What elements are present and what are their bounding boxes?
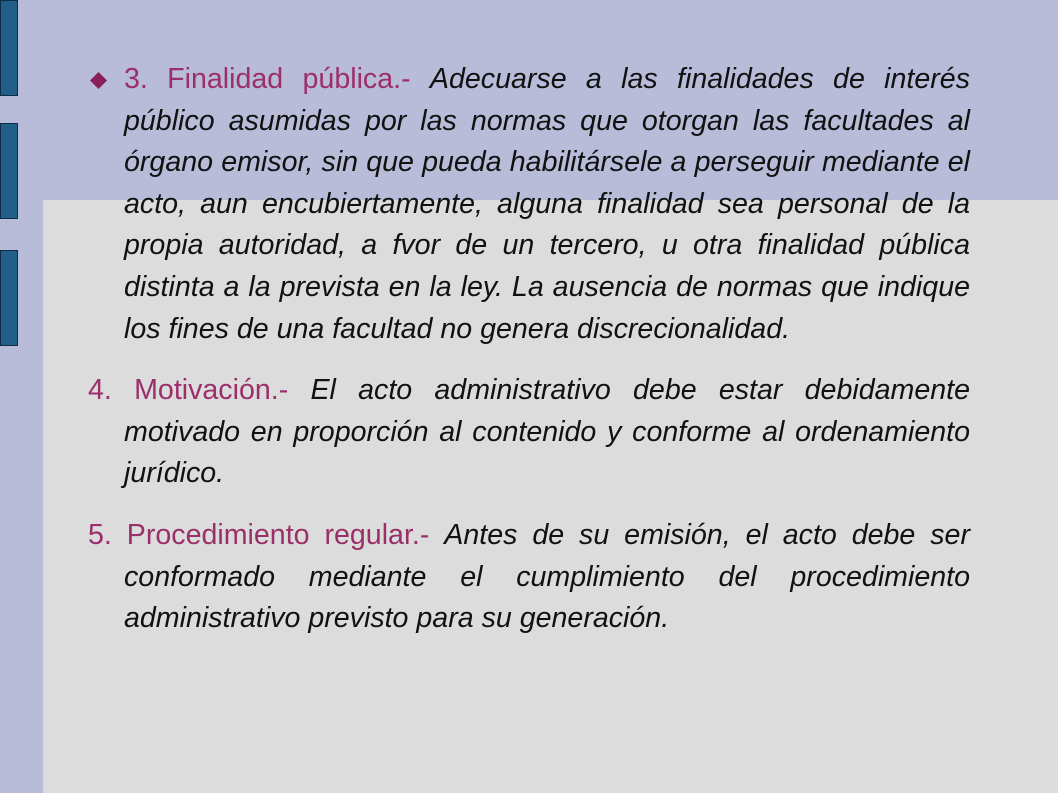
- item-title: 3. Finalidad pública.-: [124, 63, 411, 95]
- list-item-motivacion: [88, 370, 970, 495]
- item-number: 4.: [88, 374, 112, 407]
- side-decoration-bar: [0, 250, 18, 346]
- item-title: Procedimiento regular.-: [126, 518, 430, 551]
- item-number: 5.: [88, 518, 112, 551]
- list-item-finalidad-publica: [88, 59, 970, 350]
- item-text: Adecuarse a las finalidades de interés público asumidas por las normas que otorgan las facultades al órgano emisor, sin que pueda habilitársele a perseguir mediante el acto, aun encubiertamente, alguna finalidad sea personal de la propia autoridad, a fvor de un tercero, u otra finalidad pública distinta a la prevista en la ley. La ausencia de normas que indique los fines de una facultad no genera discrecionalidad.: [124, 63, 970, 345]
- item-text: El acto administrativo debe estar debidamente motivado en proporción al contenido y conforme al ordenamiento jurídico.: [124, 374, 970, 490]
- diamond-bullet-icon: [90, 72, 107, 89]
- item-text: Antes de su emisión, el acto debe ser conformado mediante el cumplimiento del procedimiento administrativo previsto para su generación.: [124, 518, 970, 635]
- list-item-procedimiento-regular: [88, 515, 970, 640]
- side-decoration-bar: [0, 123, 18, 219]
- slide-content: [88, 59, 970, 660]
- side-decoration-bar: [0, 0, 18, 96]
- item-title: Motivación.-: [134, 374, 289, 407]
